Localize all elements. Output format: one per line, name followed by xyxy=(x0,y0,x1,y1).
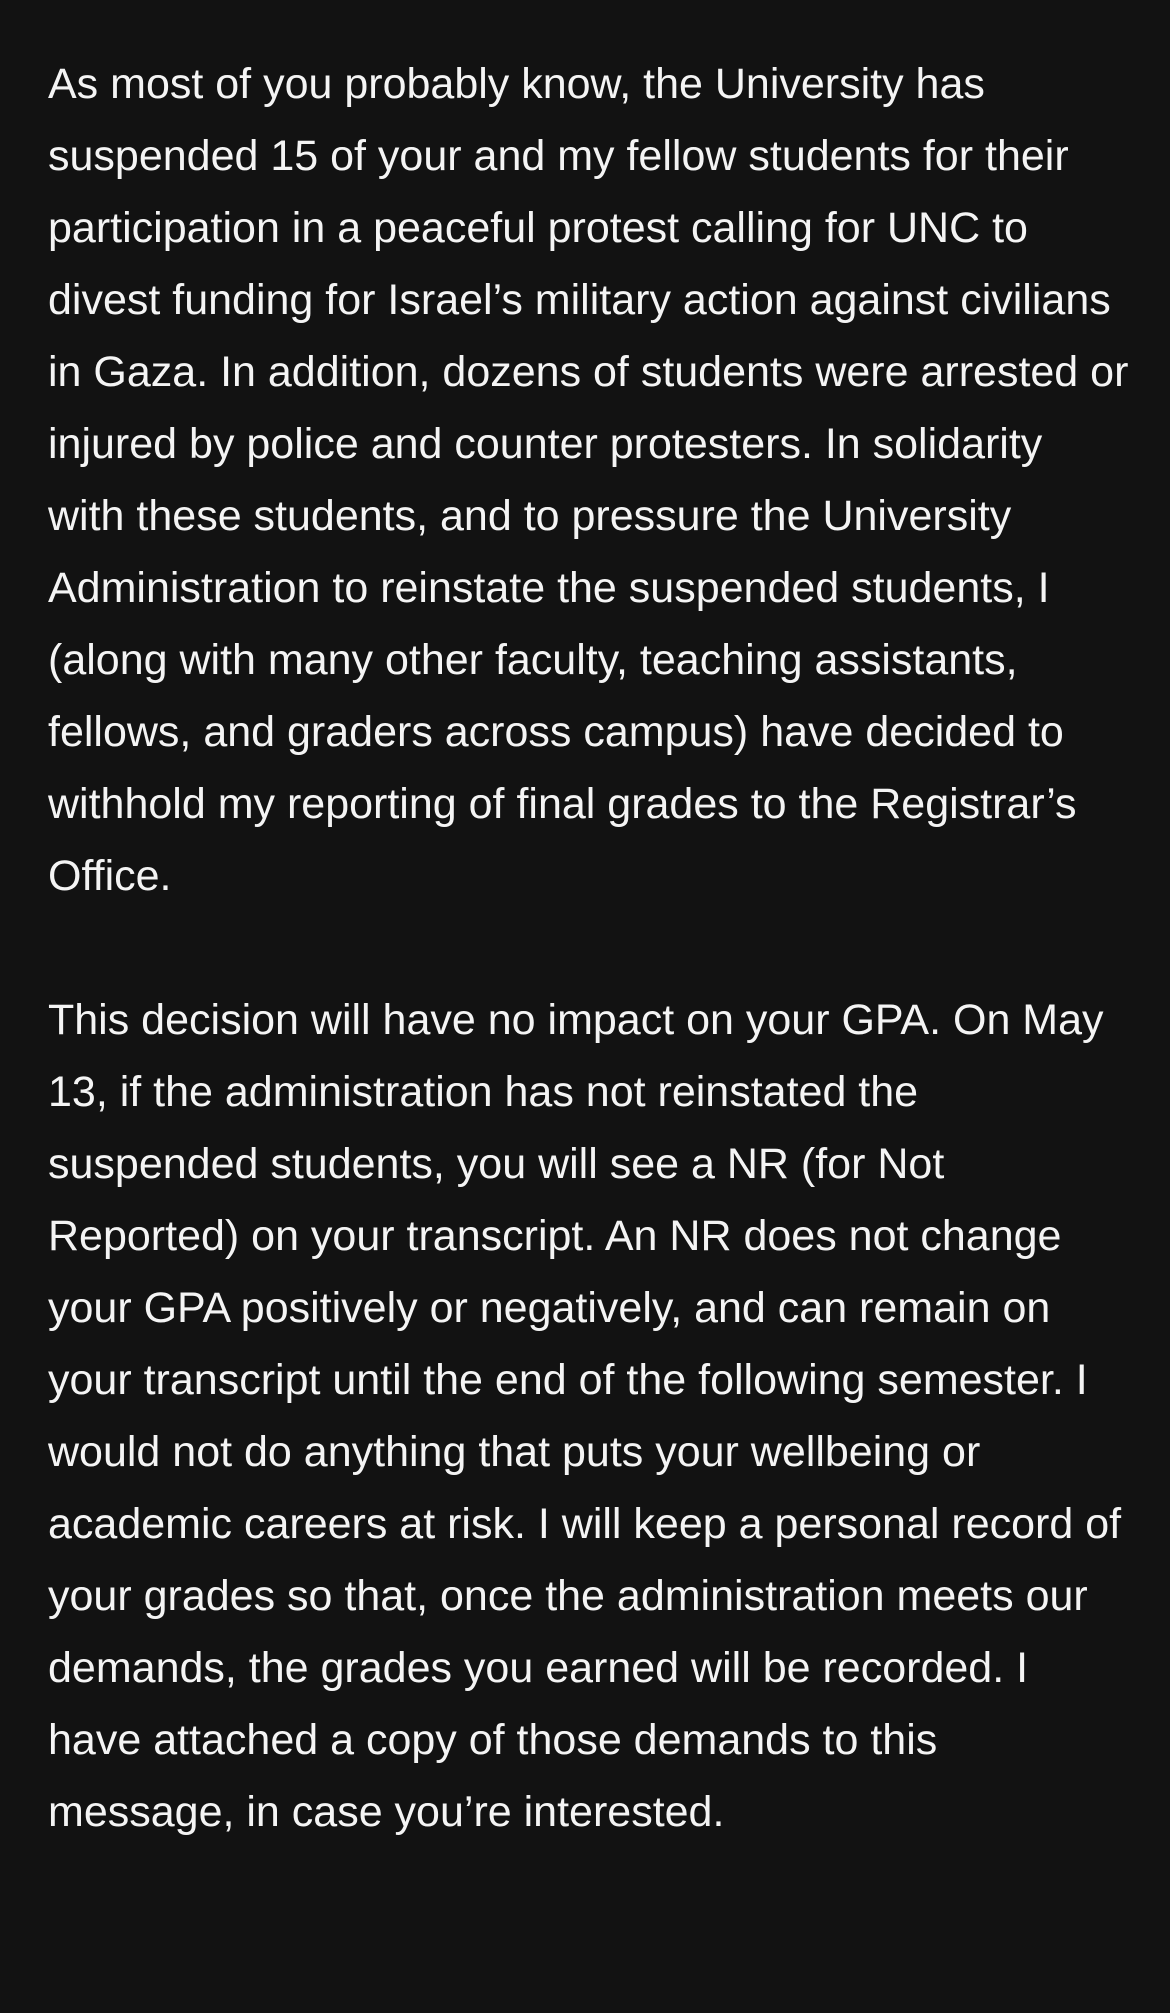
message-paragraph-2: This decision will have no impact on your GPA. On May 13, if the administration has not reinstated the suspended students, you will see a NR (for Not Reported) on your transcript. An NR does not change your GPA positively or negatively, and can remain on your transcript until the end of the following semester. I would not do anything that puts your wellbeing or academic careers at risk. I will keep a personal record of your grades so that, once the administration meets our demands, the grades you earned will be recorded. I have attached a copy of those demands to this message, in case you’re interested. xyxy=(48,996,1122,1836)
message-paragraph-1: As most of you probably know, the University has suspended 15 of your and my fellow students for their participation in a peaceful protest calling for UNC to divest funding for Israel’s military action against civilians in Gaza. In addition, dozens of students were arrested or injured by police and counter protesters. In solidarity with these students, and to pressure the University Administration to reinstate the suspended students, I (along with many other faculty, teaching assistants, fellows, and graders across campus) have decided to withhold my reporting of final grades to the Registrar’s Office. xyxy=(48,60,1129,900)
message-body xyxy=(48,48,1130,1848)
